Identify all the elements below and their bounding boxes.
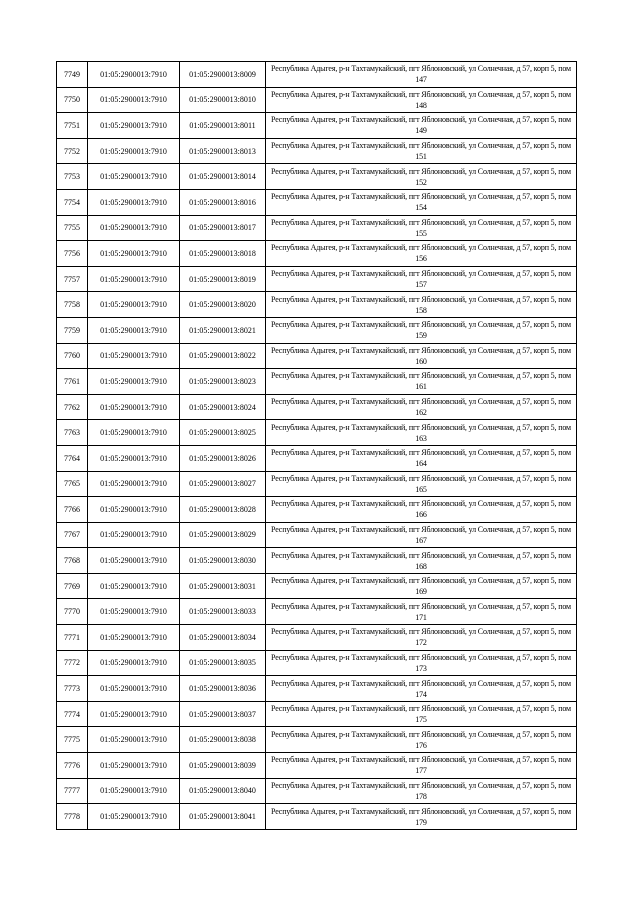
- row-number-cell: 7775: [57, 727, 88, 753]
- address-cell: Республика Адыгея, р-н Тахтамукайский, пгт Яблоновский, ул Солнечная, д 57, корп 5, пом 168: [266, 548, 577, 574]
- parent-cadastral-number-cell: 01:05:2900013:7910: [88, 548, 180, 574]
- table-row: [57, 548, 577, 574]
- cadastral-number-cell: 01:05:2900013:8030: [180, 548, 266, 574]
- cadastral-number-cell: 01:05:2900013:8024: [180, 394, 266, 420]
- table-row: [57, 497, 577, 523]
- row-number-cell: 7771: [57, 625, 88, 651]
- address-cell: Республика Адыгея, р-н Тахтамукайский, пгт Яблоновский, ул Солнечная, д 57, корп 5, пом 167: [266, 522, 577, 548]
- cadastral-number-cell: 01:05:2900013:8031: [180, 573, 266, 599]
- cadastral-number-cell: 01:05:2900013:8017: [180, 215, 266, 241]
- table-row: [57, 241, 577, 267]
- row-number-cell: 7759: [57, 317, 88, 343]
- cadastral-number-cell: 01:05:2900013:8019: [180, 266, 266, 292]
- table-row: [57, 727, 577, 753]
- address-cell: Республика Адыгея, р-н Тахтамукайский, пгт Яблоновский, ул Солнечная, д 57, корп 5, пом 178: [266, 778, 577, 804]
- address-cell: Республика Адыгея, р-н Тахтамукайский, пгт Яблоновский, ул Солнечная, д 57, корп 5, пом 154: [266, 189, 577, 215]
- table-row: [57, 420, 577, 446]
- address-cell: Республика Адыгея, р-н Тахтамукайский, пгт Яблоновский, ул Солнечная, д 57, корп 5, пом 179: [266, 804, 577, 830]
- address-cell: Республика Адыгея, р-н Тахтамукайский, пгт Яблоновский, ул Солнечная, д 57, корп 5, пом 160: [266, 343, 577, 369]
- address-cell: Республика Адыгея, р-н Тахтамукайский, пгт Яблоновский, ул Солнечная, д 57, корп 5, пом 164: [266, 445, 577, 471]
- address-cell: Республика Адыгея, р-н Тахтамукайский, пгт Яблоновский, ул Солнечная, д 57, корп 5, пом 157: [266, 266, 577, 292]
- table-row: [57, 317, 577, 343]
- parent-cadastral-number-cell: 01:05:2900013:7910: [88, 420, 180, 446]
- cadastral-number-cell: 01:05:2900013:8020: [180, 292, 266, 318]
- parent-cadastral-number-cell: 01:05:2900013:7910: [88, 317, 180, 343]
- cadastral-number-cell: 01:05:2900013:8038: [180, 727, 266, 753]
- parent-cadastral-number-cell: 01:05:2900013:7910: [88, 241, 180, 267]
- cadastral-number-cell: 01:05:2900013:8041: [180, 804, 266, 830]
- cadastral-number-cell: 01:05:2900013:8010: [180, 87, 266, 113]
- row-number-cell: 7749: [57, 62, 88, 88]
- table-row: [57, 164, 577, 190]
- cadastral-number-cell: 01:05:2900013:8028: [180, 497, 266, 523]
- parent-cadastral-number-cell: 01:05:2900013:7910: [88, 804, 180, 830]
- cadastral-number-cell: 01:05:2900013:8011: [180, 113, 266, 139]
- cadastral-number-cell: 01:05:2900013:8022: [180, 343, 266, 369]
- address-cell: Республика Адыгея, р-н Тахтамукайский, пгт Яблоновский, ул Солнечная, д 57, корп 5, пом 159: [266, 317, 577, 343]
- row-number-cell: 7776: [57, 753, 88, 779]
- address-cell: Республика Адыгея, р-н Тахтамукайский, пгт Яблоновский, ул Солнечная, д 57, корп 5, пом 156: [266, 241, 577, 267]
- table-row: [57, 266, 577, 292]
- address-cell: Республика Адыгея, р-н Тахтамукайский, пгт Яблоновский, ул Солнечная, д 57, корп 5, пом 161: [266, 369, 577, 395]
- parent-cadastral-number-cell: 01:05:2900013:7910: [88, 650, 180, 676]
- cadastral-number-cell: 01:05:2900013:8025: [180, 420, 266, 446]
- table-row: [57, 189, 577, 215]
- address-cell: Республика Адыгея, р-н Тахтамукайский, пгт Яблоновский, ул Солнечная, д 57, корп 5, пом 155: [266, 215, 577, 241]
- parent-cadastral-number-cell: 01:05:2900013:7910: [88, 497, 180, 523]
- row-number-cell: 7758: [57, 292, 88, 318]
- parent-cadastral-number-cell: 01:05:2900013:7910: [88, 138, 180, 164]
- row-number-cell: 7753: [57, 164, 88, 190]
- row-number-cell: 7761: [57, 369, 88, 395]
- parent-cadastral-number-cell: 01:05:2900013:7910: [88, 625, 180, 651]
- row-number-cell: 7757: [57, 266, 88, 292]
- table-row: [57, 369, 577, 395]
- parent-cadastral-number-cell: 01:05:2900013:7910: [88, 189, 180, 215]
- table-row: [57, 701, 577, 727]
- address-cell: Республика Адыгея, р-н Тахтамукайский, пгт Яблоновский, ул Солнечная, д 57, корп 5, пом 158: [266, 292, 577, 318]
- parent-cadastral-number-cell: 01:05:2900013:7910: [88, 471, 180, 497]
- table-row: [57, 650, 577, 676]
- row-number-cell: 7774: [57, 701, 88, 727]
- row-number-cell: 7777: [57, 778, 88, 804]
- cadastral-number-cell: 01:05:2900013:8018: [180, 241, 266, 267]
- address-cell: Республика Адыгея, р-н Тахтамукайский, пгт Яблоновский, ул Солнечная, д 57, корп 5, пом 165: [266, 471, 577, 497]
- cadastral-number-cell: 01:05:2900013:8039: [180, 753, 266, 779]
- parent-cadastral-number-cell: 01:05:2900013:7910: [88, 753, 180, 779]
- parent-cadastral-number-cell: 01:05:2900013:7910: [88, 778, 180, 804]
- cadastral-number-cell: 01:05:2900013:8035: [180, 650, 266, 676]
- cadastral-number-cell: 01:05:2900013:8037: [180, 701, 266, 727]
- parent-cadastral-number-cell: 01:05:2900013:7910: [88, 62, 180, 88]
- parent-cadastral-number-cell: 01:05:2900013:7910: [88, 215, 180, 241]
- row-number-cell: 7760: [57, 343, 88, 369]
- row-number-cell: 7762: [57, 394, 88, 420]
- cadastral-number-cell: 01:05:2900013:8026: [180, 445, 266, 471]
- table-row: [57, 215, 577, 241]
- address-cell: Республика Адыгея, р-н Тахтамукайский, пгт Яблоновский, ул Солнечная, д 57, корп 5, пом 172: [266, 625, 577, 651]
- address-cell: Республика Адыгея, р-н Тахтамукайский, пгт Яблоновский, ул Солнечная, д 57, корп 5, пом 166: [266, 497, 577, 523]
- cadastral-number-cell: 01:05:2900013:8033: [180, 599, 266, 625]
- table-row: [57, 804, 577, 830]
- table-row: [57, 445, 577, 471]
- address-cell: Республика Адыгея, р-н Тахтамукайский, пгт Яблоновский, ул Солнечная, д 57, корп 5, пом 149: [266, 113, 577, 139]
- row-number-cell: 7764: [57, 445, 88, 471]
- parent-cadastral-number-cell: 01:05:2900013:7910: [88, 522, 180, 548]
- address-cell: Республика Адыгея, р-н Тахтамукайский, пгт Яблоновский, ул Солнечная, д 57, корп 5, пом 177: [266, 753, 577, 779]
- parent-cadastral-number-cell: 01:05:2900013:7910: [88, 676, 180, 702]
- table-row: [57, 343, 577, 369]
- row-number-cell: 7765: [57, 471, 88, 497]
- address-cell: Республика Адыгея, р-н Тахтамукайский, пгт Яблоновский, ул Солнечная, д 57, корп 5, пом 176: [266, 727, 577, 753]
- table-row: [57, 599, 577, 625]
- address-cell: Республика Адыгея, р-н Тахтамукайский, пгт Яблоновский, ул Солнечная, д 57, корп 5, пом 148: [266, 87, 577, 113]
- cadastral-table: [56, 61, 577, 830]
- table-row: [57, 522, 577, 548]
- parent-cadastral-number-cell: 01:05:2900013:7910: [88, 573, 180, 599]
- cadastral-number-cell: 01:05:2900013:8021: [180, 317, 266, 343]
- cadastral-number-cell: 01:05:2900013:8040: [180, 778, 266, 804]
- parent-cadastral-number-cell: 01:05:2900013:7910: [88, 701, 180, 727]
- cadastral-number-cell: 01:05:2900013:8034: [180, 625, 266, 651]
- row-number-cell: 7751: [57, 113, 88, 139]
- address-cell: Республика Адыгея, р-н Тахтамукайский, пгт Яблоновский, ул Солнечная, д 57, корп 5, пом 147: [266, 62, 577, 88]
- table-row: [57, 87, 577, 113]
- row-number-cell: 7770: [57, 599, 88, 625]
- row-number-cell: 7750: [57, 87, 88, 113]
- cadastral-number-cell: 01:05:2900013:8029: [180, 522, 266, 548]
- cadastral-number-cell: 01:05:2900013:8009: [180, 62, 266, 88]
- table-row: [57, 753, 577, 779]
- row-number-cell: 7772: [57, 650, 88, 676]
- address-cell: Республика Адыгея, р-н Тахтамукайский, пгт Яблоновский, ул Солнечная, д 57, корп 5, пом 174: [266, 676, 577, 702]
- address-cell: Республика Адыгея, р-н Тахтамукайский, пгт Яблоновский, ул Солнечная, д 57, корп 5, пом 173: [266, 650, 577, 676]
- table-row: [57, 62, 577, 88]
- table-row: [57, 138, 577, 164]
- parent-cadastral-number-cell: 01:05:2900013:7910: [88, 445, 180, 471]
- parent-cadastral-number-cell: 01:05:2900013:7910: [88, 292, 180, 318]
- parent-cadastral-number-cell: 01:05:2900013:7910: [88, 599, 180, 625]
- parent-cadastral-number-cell: 01:05:2900013:7910: [88, 87, 180, 113]
- table-row: [57, 778, 577, 804]
- row-number-cell: 7766: [57, 497, 88, 523]
- parent-cadastral-number-cell: 01:05:2900013:7910: [88, 369, 180, 395]
- table-row: [57, 676, 577, 702]
- table-row: [57, 625, 577, 651]
- address-cell: Республика Адыгея, р-н Тахтамукайский, пгт Яблоновский, ул Солнечная, д 57, корп 5, пом 162: [266, 394, 577, 420]
- address-cell: Республика Адыгея, р-н Тахтамукайский, пгт Яблоновский, ул Солнечная, д 57, корп 5, пом 151: [266, 138, 577, 164]
- parent-cadastral-number-cell: 01:05:2900013:7910: [88, 727, 180, 753]
- cadastral-number-cell: 01:05:2900013:8013: [180, 138, 266, 164]
- address-cell: Республика Адыгея, р-н Тахтамукайский, пгт Яблоновский, ул Солнечная, д 57, корп 5, пом 169: [266, 573, 577, 599]
- table-body: [57, 62, 577, 830]
- row-number-cell: 7754: [57, 189, 88, 215]
- document-page: [56, 61, 576, 830]
- cadastral-number-cell: 01:05:2900013:8027: [180, 471, 266, 497]
- row-number-cell: 7752: [57, 138, 88, 164]
- row-number-cell: 7763: [57, 420, 88, 446]
- cadastral-number-cell: 01:05:2900013:8023: [180, 369, 266, 395]
- row-number-cell: 7755: [57, 215, 88, 241]
- table-row: [57, 573, 577, 599]
- table-row: [57, 471, 577, 497]
- parent-cadastral-number-cell: 01:05:2900013:7910: [88, 164, 180, 190]
- cadastral-number-cell: 01:05:2900013:8016: [180, 189, 266, 215]
- address-cell: Республика Адыгея, р-н Тахтамукайский, пгт Яблоновский, ул Солнечная, д 57, корп 5, пом 152: [266, 164, 577, 190]
- parent-cadastral-number-cell: 01:05:2900013:7910: [88, 394, 180, 420]
- address-cell: Республика Адыгея, р-н Тахтамукайский, пгт Яблоновский, ул Солнечная, д 57, корп 5, пом 171: [266, 599, 577, 625]
- table-row: [57, 292, 577, 318]
- parent-cadastral-number-cell: 01:05:2900013:7910: [88, 343, 180, 369]
- cadastral-number-cell: 01:05:2900013:8036: [180, 676, 266, 702]
- parent-cadastral-number-cell: 01:05:2900013:7910: [88, 113, 180, 139]
- cadastral-number-cell: 01:05:2900013:8014: [180, 164, 266, 190]
- row-number-cell: 7769: [57, 573, 88, 599]
- row-number-cell: 7778: [57, 804, 88, 830]
- row-number-cell: 7767: [57, 522, 88, 548]
- row-number-cell: 7768: [57, 548, 88, 574]
- address-cell: Республика Адыгея, р-н Тахтамукайский, пгт Яблоновский, ул Солнечная, д 57, корп 5, пом 163: [266, 420, 577, 446]
- row-number-cell: 7773: [57, 676, 88, 702]
- parent-cadastral-number-cell: 01:05:2900013:7910: [88, 266, 180, 292]
- row-number-cell: 7756: [57, 241, 88, 267]
- table-row: [57, 113, 577, 139]
- table-row: [57, 394, 577, 420]
- address-cell: Республика Адыгея, р-н Тахтамукайский, пгт Яблоновский, ул Солнечная, д 57, корп 5, пом 175: [266, 701, 577, 727]
